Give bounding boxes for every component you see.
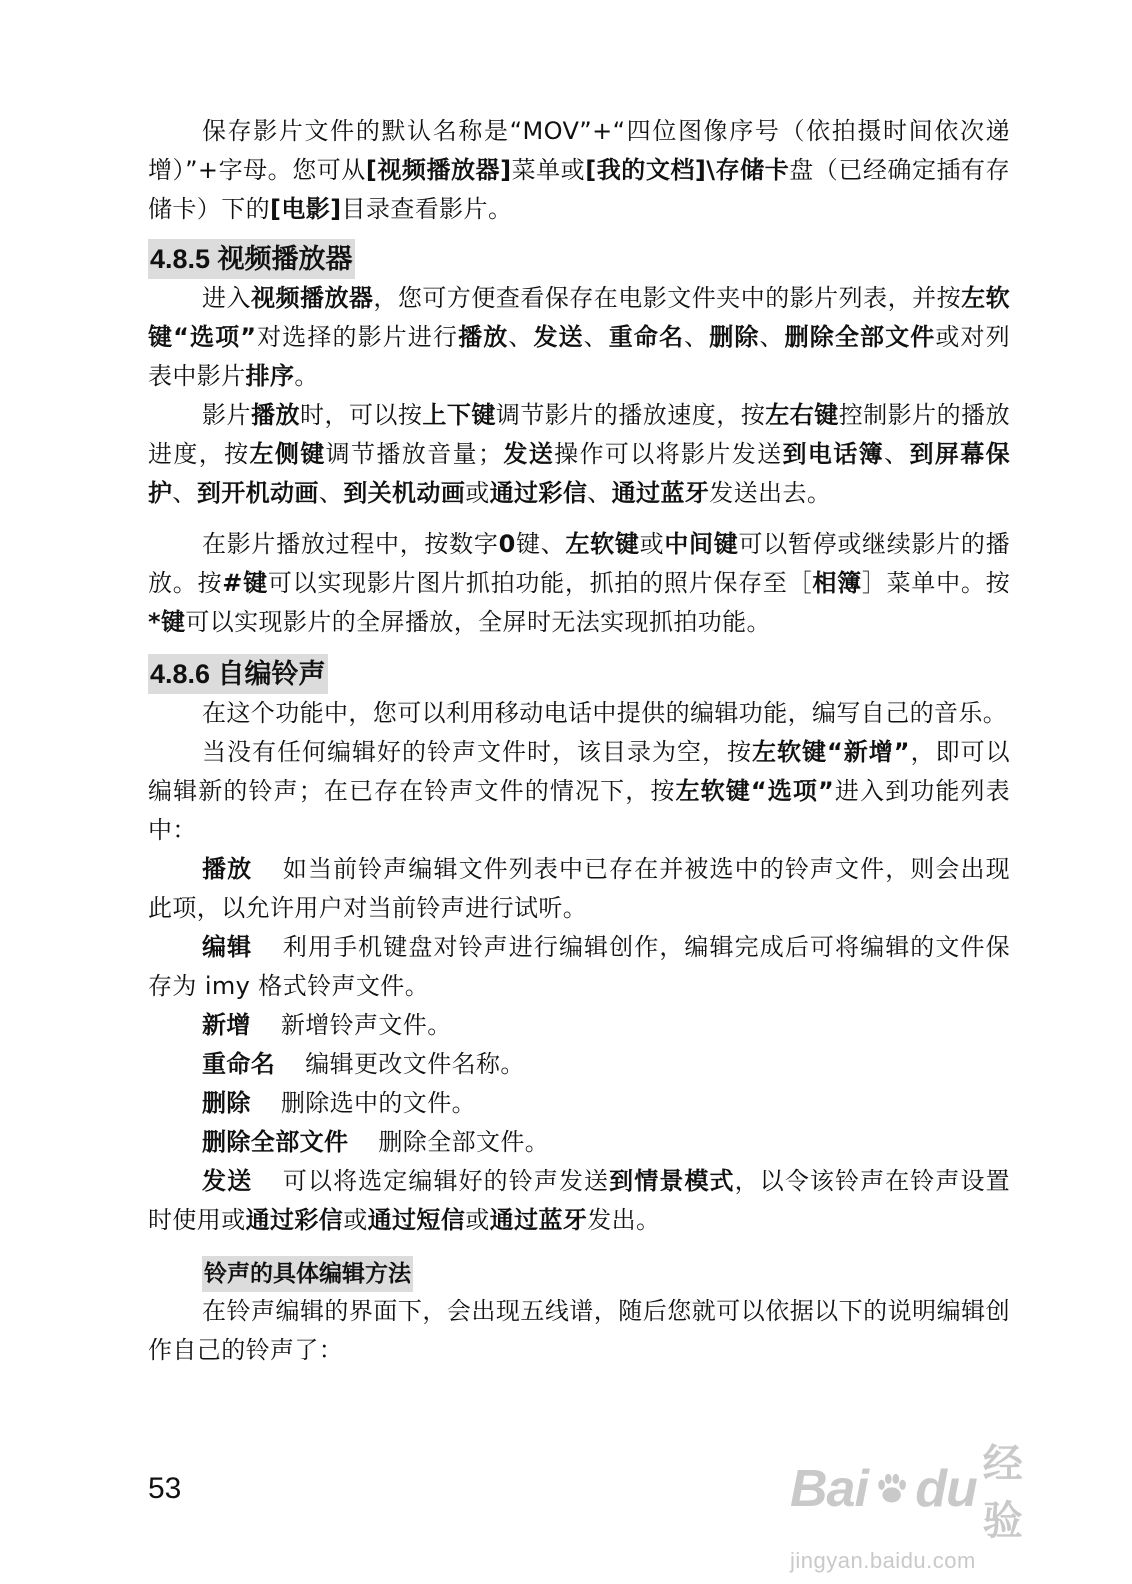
emphasis-text: 通过蓝牙 (489, 1206, 588, 1234)
text-run: 在这个功能中，您可以利用移动电话中提供的编辑功能，编写自己的音乐。 (202, 699, 1008, 727)
subsection-heading: 铃声的具体编辑方法 (202, 1256, 413, 1292)
watermark-bai: Bai (790, 1460, 868, 1518)
text-run: 进入 (202, 284, 251, 312)
section-heading-row (148, 654, 1010, 694)
emphasis-text: 中间键 (664, 530, 739, 558)
paragraph (148, 279, 1010, 396)
emphasis-text: 到关机动画 (343, 479, 466, 507)
emphasis-text: 左软键“选项” (148, 284, 1010, 351)
text-run: ，以令该铃声在铃声设置时使用或 (148, 1167, 1011, 1234)
definition-term: 播放 (202, 855, 253, 883)
paragraph (148, 396, 1010, 513)
emphasis-text: 到情景模式 (609, 1167, 735, 1195)
text-run: 影片 (202, 401, 251, 429)
text-run: 对选择的影片进行 (256, 323, 459, 351)
emphasis-text: 到屏幕保护 (148, 440, 1010, 507)
text-run: 删除全部文件。 (378, 1128, 550, 1156)
text-run: 。 (294, 362, 319, 390)
text-run: 调节播放音量； (325, 440, 503, 468)
emphasis-text: 相簿 (812, 569, 862, 597)
text-run: 可以将选定编辑好的铃声发送 (282, 1167, 610, 1195)
text-run: 或对列表中影片 (148, 323, 1010, 390)
definition-term: 删除 (202, 1089, 251, 1117)
text-run: 、 (759, 323, 785, 351)
paragraph (148, 1292, 1010, 1370)
text-run: ］菜单中。按 (861, 569, 1010, 597)
paragraph (148, 694, 1010, 733)
emphasis-text: 到开机动画 (196, 479, 319, 507)
document-body (148, 112, 1010, 1370)
paragraph (148, 112, 1010, 229)
text-run: 在铃声编辑的界面下，会出现五线谱，随后您就可以依据以下的说明编辑创作自己的铃声了： (148, 1297, 1010, 1364)
emphasis-text: 视频播放器 (250, 284, 374, 312)
text-run: 或 (465, 1206, 490, 1234)
text-run: 可以实现影片图片抓拍功能，抓拍的照片保存至［ (267, 569, 813, 597)
text-run: 删除选中的文件。 (280, 1089, 477, 1117)
text-run: 控制影片的播放进度，按 (148, 401, 1011, 468)
emphasis-text: 左软键“新增” (752, 738, 910, 766)
emphasis-text: 左侧键 (249, 440, 326, 468)
text-run: 、 (684, 323, 710, 351)
section-heading-row (148, 239, 1010, 279)
text-run: 调节影片的播放速度，按 (495, 401, 766, 429)
text-run: 、 (172, 479, 197, 507)
section-heading: 4.8.5 视频播放器 (148, 239, 355, 279)
text-run: 、 (508, 323, 534, 351)
text-run: 发出。 (587, 1206, 661, 1234)
section-heading-row (148, 1256, 1010, 1292)
emphasis-text: [我的文档]\存储卡 (585, 156, 790, 184)
emphasis-text: 发送 (533, 323, 584, 351)
text-run: 如当前铃声编辑文件列表中已存在并被选中的铃声文件，则会出现此项，以允许用户对当前铃声进行试听。 (148, 855, 1010, 922)
emphasis-text: 删除 (709, 323, 760, 351)
text-run: 时，可以按 (299, 401, 423, 429)
text-run: 当没有任何编辑好的铃声文件时，该目录为空，按 (202, 738, 753, 766)
text-run: 菜单或 (511, 156, 586, 184)
definition-paragraph (148, 928, 1010, 1006)
emphasis-text: [电影] (270, 195, 342, 223)
definition-paragraph (148, 1123, 1010, 1162)
baidu-jingyan-watermark (790, 1432, 1050, 1573)
text-run: 编辑更改文件名称。 (305, 1050, 525, 1078)
definition-term: 编辑 (202, 933, 253, 961)
emphasis-text: 上下键 (422, 401, 496, 429)
emphasis-text: 左软键“选项” (675, 777, 835, 805)
text-run: 、 (583, 323, 609, 351)
emphasis-text: 播放 (458, 323, 509, 351)
watermark-logo (790, 1432, 1050, 1546)
text-run: ，即可以编辑新的铃声；在已存在铃声文件的情况下，按 (148, 738, 1010, 805)
text-run: 操作可以将影片发送 (554, 440, 783, 468)
text-run: 可以暂停或继续影片的播放。按 (148, 530, 1011, 597)
definition-term: 删除全部文件 (202, 1128, 349, 1156)
text-run: 可以实现影片的全屏播放，全屏时无法实现抓拍功能。 (185, 608, 771, 636)
text-run: 利用手机键盘对铃声进行编辑创作，编辑完成后可将编辑的文件保存为 imy 格式铃声文件。 (148, 933, 1010, 1000)
text-run: 、 (318, 479, 344, 507)
emphasis-text: 发送 (502, 440, 555, 468)
text-run: 、 (884, 440, 910, 468)
emphasis-text: 通过蓝牙 (611, 479, 710, 507)
emphasis-text: 删除全部文件 (784, 323, 936, 351)
text-run: 保存影片文件的默认名称是“MOV”+“四位图像序号（依拍摄时间依次递增）”+字母。您可从 (148, 117, 1010, 184)
definition-paragraph (148, 850, 1010, 928)
text-run: 键、 (515, 530, 566, 558)
text-run: 或 (343, 1206, 368, 1234)
emphasis-text: 左软键 (565, 530, 640, 558)
emphasis-text: 左右键 (765, 401, 839, 429)
text-run: ，您可方便查看保存在电影文件夹中的影片列表，并按 (373, 284, 962, 312)
emphasis-text: 通过彩信 (489, 479, 588, 507)
definition-paragraph (148, 1084, 1010, 1123)
emphasis-text: 排序 (245, 362, 295, 390)
text-run: 进入到功能列表中： (148, 777, 1010, 844)
section-heading: 4.8.6 自编铃声 (148, 654, 328, 694)
text-run: 目录查看影片。 (341, 195, 513, 223)
emphasis-text: 到电话簿 (782, 440, 885, 468)
watermark-jingyan: 经验 (982, 1442, 1023, 1543)
paragraph (148, 733, 1010, 850)
definition-paragraph (148, 1162, 1010, 1240)
text-run: 在影片播放过程中，按数字 (202, 530, 499, 558)
definition-term: 发送 (202, 1167, 253, 1195)
definition-term: 新增 (202, 1011, 251, 1039)
watermark-du: du (915, 1460, 977, 1518)
page-number: 53 (148, 1472, 182, 1505)
text-run: 或 (465, 479, 490, 507)
emphasis-text: 播放 (250, 401, 300, 429)
paw-icon (874, 1468, 909, 1510)
definition-term: 重命名 (202, 1050, 276, 1078)
text-run: 发送出去。 (709, 479, 832, 507)
text-run: 或 (639, 530, 665, 558)
text-run: 、 (587, 479, 612, 507)
definition-paragraph (148, 1045, 1010, 1084)
emphasis-text: #键 (222, 569, 268, 597)
emphasis-text: 通过短信 (367, 1206, 466, 1234)
text-run: 盘（已经确定插有存储卡）下的 (148, 156, 1010, 223)
emphasis-text: [视频播放器] (365, 156, 512, 184)
emphasis-text: 通过彩信 (245, 1206, 344, 1234)
emphasis-text: 0 (498, 530, 516, 558)
emphasis-text: 重命名 (608, 323, 685, 351)
definition-paragraph (148, 1006, 1010, 1045)
paragraph (148, 525, 1010, 642)
watermark-url: jingyan.baidu.com (790, 1548, 976, 1573)
emphasis-text: *键 (148, 608, 186, 636)
text-run: 新增铃声文件。 (280, 1011, 452, 1039)
